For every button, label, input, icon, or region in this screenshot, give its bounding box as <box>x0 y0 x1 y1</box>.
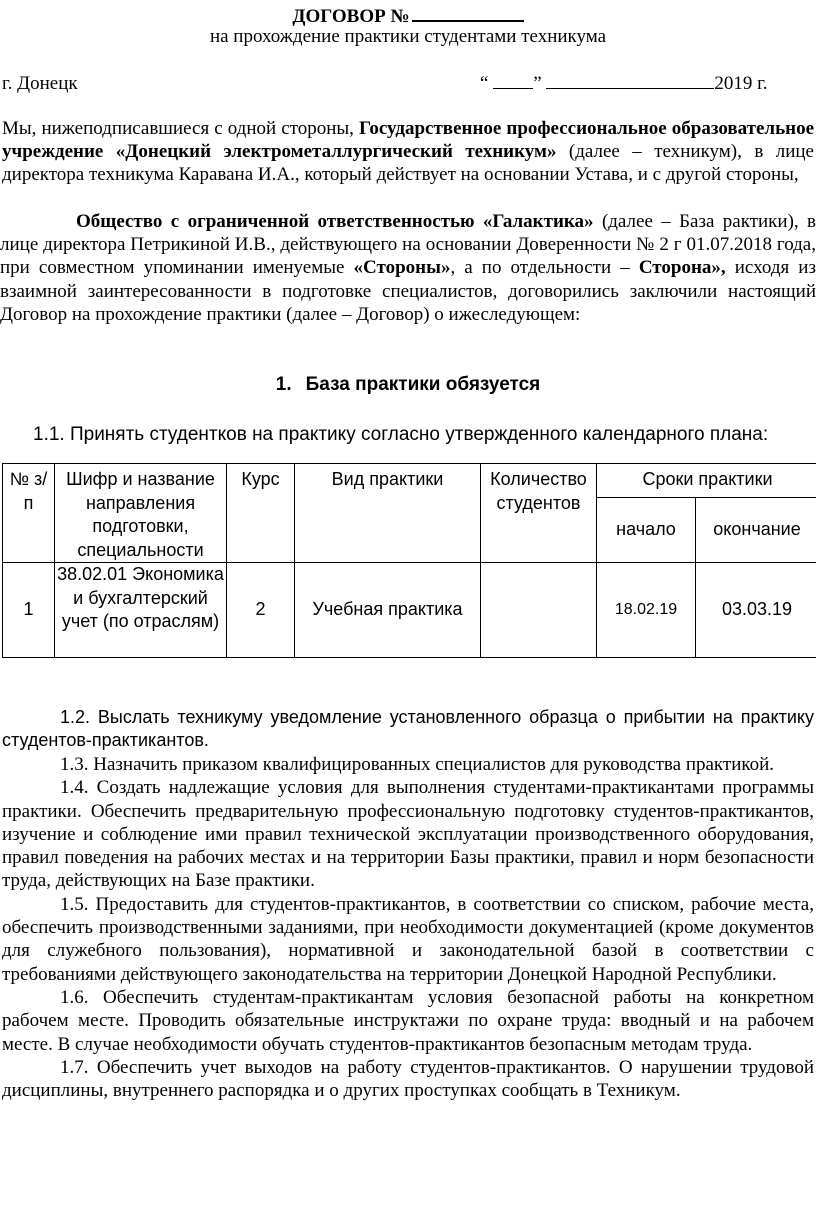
document-subtitle: на прохождение практики студентами техникума <box>209 26 607 47</box>
section-title: База практики обязуется <box>305 374 541 395</box>
intro-p1-text-a: Мы, нижеподписавшиеся с одной стороны, <box>2 118 359 139</box>
section-number: 1. <box>275 374 292 395</box>
contract-number-blank <box>412 4 524 22</box>
header-count: Количество студентов <box>481 464 597 563</box>
item-1-2-text: 1.2. Выслать техникуму уведомление установленного образца о прибытии на практику студентов-практикантов. <box>2 707 814 751</box>
title-text: ДОГОВОР № <box>292 6 410 27</box>
header-cipher: Шифр и название направления подготовки, специальности <box>55 464 227 563</box>
item-1-6 <box>2 986 814 1056</box>
table-row <box>3 563 816 658</box>
row-cipher: 38.02.01 Экономика и бухгалтерский учет (по отраслям) <box>55 563 227 658</box>
intro-p2-text-f: исходя из взаимной заинтересованности в подготовке специалистов, договорились заключили настоящий Договор на прохождение практики (далее – Договор) о ижеследующем: <box>0 257 816 325</box>
item-1-5-text: 1.5. Предоставить для студентов-практикантов, в соответствии со списком, рабочие места, обеспечить производственными заданиями, при необходимости документацией (кроме документов для служебного пользования), нормативной и законодательной базой в соответствии с требованиями действующего законодательства на территории Донецкой Народной Республики. <box>2 893 814 985</box>
date-day-blank <box>493 73 533 89</box>
header-terms: Сроки практики <box>597 464 816 498</box>
header-end: окончание <box>696 498 816 563</box>
item-1-7-text: 1.7. Обеспечить учет выходов на работу студентов-практикантов. О нарушении трудовой дисциплины, внутреннего распорядка и о других проступках сообщать в Техникум. <box>2 1056 814 1102</box>
row-course: 2 <box>227 563 295 658</box>
intro-p2-text-d: , а по отдельности – <box>450 257 639 279</box>
intro-p1-text-c: (далее – техникум), в лице директора техникума Каравана И.А., который действует на основании Устава, и с другой стороны, <box>2 141 814 186</box>
section-1-heading <box>0 374 816 396</box>
party-two-name: Общество с ограниченной ответственностью «Галактика» <box>76 211 594 232</box>
item-1-5 <box>2 893 814 986</box>
document-title <box>0 4 816 28</box>
party-one-name: Государственное профессиональное образовательное учреждение «Донецкий электрометаллургический техникум» <box>2 118 815 163</box>
date-month-blank <box>546 73 714 89</box>
date-line <box>480 73 768 95</box>
row-start: 18.02.19 <box>597 563 696 658</box>
item-1-7 <box>2 1056 814 1103</box>
item-1-1: 1.1. Принять студентков на практику согласно утвержденного календарного плана: <box>33 424 769 445</box>
item-1-2 <box>2 706 814 753</box>
items-1-3-to-1-7 <box>2 753 814 1102</box>
item-1-6-text: 1.6. Обеспечить студентам-практикантам условия безопасной работы на конкретном рабочем месте. Проводить обязательные инструктажи по охране труда: вводный и на рабочем месте. В случае необходимости обучать студентов-практикантов безопасным методам труда. <box>2 986 814 1055</box>
item-1-4 <box>2 776 814 892</box>
item-1-3-text: 1.3. Назначить приказом квалифицированных специалистов для руководства практикой. <box>60 754 775 775</box>
item-1-4-text: 1.4. Создать надлежащие условия для выполнения студентами-практикантами программы практики. Обеспечить предварительную профессиональную подготовку студентов-практикантов, изучение и соблюдение ими правил технической эксплуатации производственного оборудования, правил поведения на рабочих местах и на территории Базы практики, правил и норм безопасности труда, действующих на Базе практики. <box>2 777 814 892</box>
header-num: № з/п <box>3 464 55 563</box>
table-header-row <box>3 464 816 498</box>
date-year: 2019 г. <box>714 73 768 94</box>
party-term: Сторона», <box>638 257 726 279</box>
row-count <box>481 563 597 658</box>
item-1-3 <box>2 753 814 776</box>
header-course: Курс <box>227 464 295 563</box>
row-end: 03.03.19 <box>696 563 816 658</box>
date-quote-close: ” <box>533 73 542 94</box>
intro-p2-text-b: (далее – База рактики), в лице директора Петрикиной И.В., действующего на основании Доверенности № 2 г 01.07.2018 года, при совместном упоминании именуемые <box>0 211 816 279</box>
date-quote-open: “ <box>480 73 489 94</box>
parties-term: «Стороны» <box>353 257 451 279</box>
city-label: г. Донецк <box>2 73 78 94</box>
practice-schedule-table <box>2 463 816 658</box>
row-kind: Учебная практика <box>295 563 481 658</box>
intro-paragraph-1 <box>2 117 814 187</box>
row-num: 1 <box>3 563 55 658</box>
intro-paragraph-2 <box>0 210 816 326</box>
header-start: начало <box>597 498 696 563</box>
header-kind: Вид практики <box>295 464 481 563</box>
